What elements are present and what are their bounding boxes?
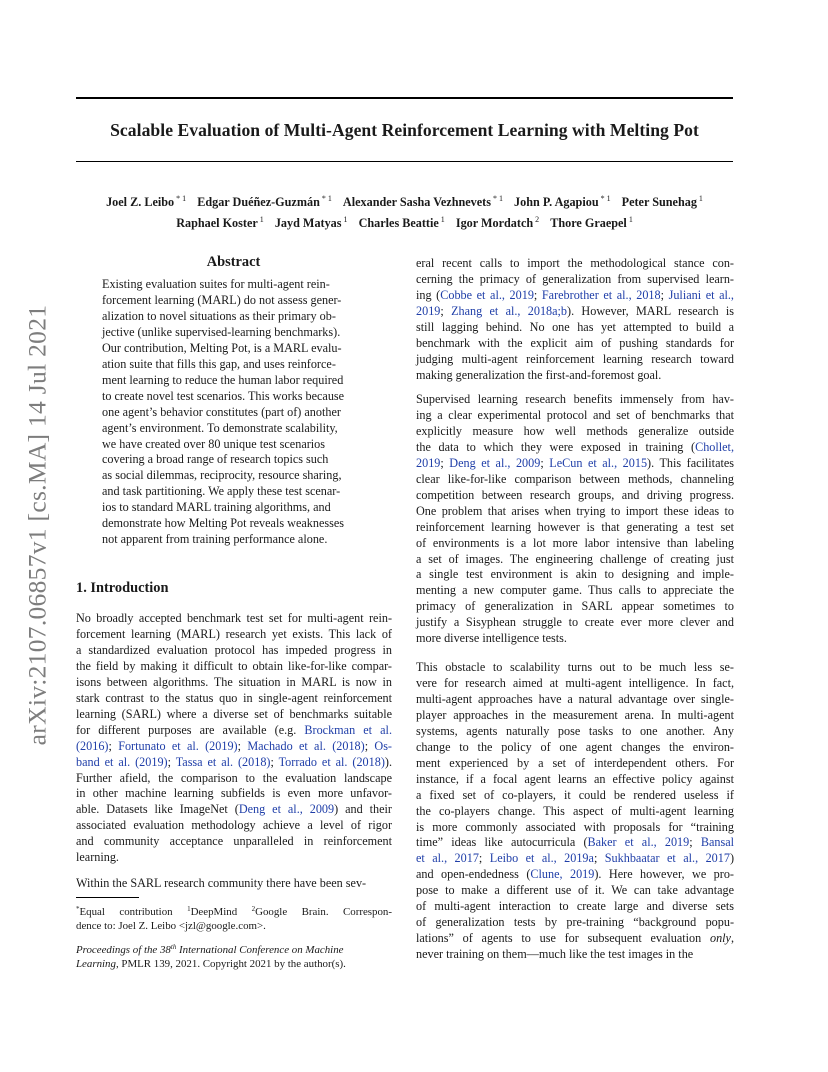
author-affiliation-mark: 2 xyxy=(535,215,540,224)
text-line: 2019; Deng et al., 2009; LeCun et al., 2015). This facilitates xyxy=(416,455,735,470)
text-line: player approaches in the measurement arena. In multi-agent xyxy=(416,707,734,722)
text-line: lations” of agents to use for subsequent evaluation only, xyxy=(416,931,734,946)
title-rule-bottom xyxy=(76,161,733,162)
text-line: to create novel test scenarios. This works because xyxy=(102,388,345,403)
text-line: and open-endedness (Clune, 2019). Here however, we pro- xyxy=(416,867,734,882)
text-line: time” ideas like autocurricula (Baker et al., 2019; Bansal xyxy=(416,835,734,850)
proceedings-note xyxy=(76,940,392,971)
author-name: Thore Graepel xyxy=(550,216,627,230)
text-line: we have created over 80 unique test scenarios xyxy=(102,436,326,451)
author-name: Joel Z. Leibo xyxy=(106,195,175,209)
text-line: alization to novel situations as their primary ob- xyxy=(102,308,336,323)
author xyxy=(176,216,264,230)
text-line: is more commonly associated with proposals for “training xyxy=(416,819,734,834)
paper-title: Scalable Evaluation of Multi-Agent Reinforcement Learning with Melting Pot xyxy=(110,120,699,140)
author-affiliation-mark: 1 xyxy=(698,194,703,203)
text-line: a fixed set of co-players, it could be rendered useless if xyxy=(416,787,734,802)
text-line: band et al. (2019); Tassa et al. (2018); Torrado et al. (2018)). xyxy=(76,754,393,769)
text-line: 2019; Zhang et al., 2018a;b). However, MARL research is xyxy=(416,303,735,318)
author-name: John P. Agapiou xyxy=(514,195,599,209)
author-list xyxy=(76,190,733,232)
text-line: clear like-for-like comparison between methods, channeling xyxy=(416,471,734,486)
author-name: Edgar Duéñez-Guzmán xyxy=(197,195,320,209)
text-line: demonstrate how Melting Pot reveals weaknesses xyxy=(102,516,345,531)
text-line: stark contrast to the status quo in single-agent reinforcement xyxy=(76,690,392,705)
author xyxy=(197,195,332,209)
text-line: never training on them—much like the test images in the xyxy=(416,947,694,962)
text-line: not apparent from training performance alone. xyxy=(102,532,328,547)
author-name: Alexander Sasha Vezhnevets xyxy=(342,195,491,209)
author xyxy=(514,195,611,209)
text-line: benchmark with the explicit aim of pushing standards for xyxy=(416,335,734,350)
text-line: change to the policy of one agent changes the environ- xyxy=(416,739,734,754)
footnote-rule xyxy=(76,897,139,898)
author-affiliation-mark: 1 xyxy=(440,215,445,224)
text-line: Learning, PMLR 139, 2021. Copyright 2021 by the author(s). xyxy=(76,958,346,971)
text-line: et al., 2017; Leibo et al., 2019a; Sukhbaatar et al., 2017) xyxy=(416,851,735,866)
text-line: jective (unlike supervised-learning benchmarks). xyxy=(102,324,341,339)
text-line: Within the SARL research community there have been sev- xyxy=(76,876,367,890)
text-line: forcement learning (MARL) do not assess gener- xyxy=(102,292,342,307)
abstract-body xyxy=(102,277,368,548)
abstract-heading: Abstract xyxy=(206,254,261,270)
author-affiliation-mark: * 1 xyxy=(492,194,503,203)
text-line: learning (SARL) where a diverse set of benchmarks suitable xyxy=(76,706,392,721)
text-line: and community acceptance unparalleled in reinforcement xyxy=(76,834,392,849)
text-line: for different purposes are available (e.g. Brockman et al. xyxy=(76,722,392,737)
text-line: Supervised learning research benefits immensely from hav- xyxy=(416,392,734,406)
text-line: ment learning to reduce the human labor required xyxy=(102,372,344,387)
text-line: Further afield, the comparison to the evaluation landscape xyxy=(76,770,392,785)
text-line: agent’s environment. To demonstrate scalability, xyxy=(102,420,338,435)
text-line: able. Datasets like ImageNet (Deng et al., 2009) and their xyxy=(76,802,392,817)
title-rule-top xyxy=(76,97,733,99)
text-line: pose to make a different use of it. We can take advantage xyxy=(416,883,734,898)
text-line: primacy of generalization in SARL appear sometimes to xyxy=(416,599,734,614)
text-line: the data to which they were exposed in training (Chollet, xyxy=(416,439,734,454)
text-line: learning. xyxy=(76,850,119,865)
text-line: of generalization tests by pre-training “background popu- xyxy=(416,915,734,930)
text-line: judging multi-agent reinforcement learning research toward xyxy=(416,351,734,366)
text-line: Existing evaluation suites for multi-agent rein- xyxy=(102,277,330,291)
author xyxy=(106,195,186,209)
text-line: menting a new computer game. Thus calls to appreciate the xyxy=(416,583,734,598)
text-line: (2016); Fortunato et al. (2019); Machado et al. (2018); Os- xyxy=(76,738,392,753)
text-line: a single test environment is akin to designing and imple- xyxy=(416,567,734,582)
text-line: covering a broad range of research topics such xyxy=(102,452,329,467)
text-line: ment experienced by a set of interdependent others. For xyxy=(416,755,734,770)
author xyxy=(359,216,445,230)
text-line: the field by making it difficult to obtain like-for-like compar- xyxy=(76,658,392,673)
author xyxy=(343,195,503,209)
footnote xyxy=(76,902,392,933)
text-line: dence to: Joel Z. Leibo <jzl@google.com>. xyxy=(76,920,266,933)
text-line: in other machine learning subfields is even more unfavor- xyxy=(76,786,392,801)
arxiv-sidebar xyxy=(14,290,60,760)
right-paragraph-1 xyxy=(416,256,734,384)
author-name: Jayd Matyas xyxy=(274,216,342,230)
author-affiliation-mark: * 1 xyxy=(600,194,611,203)
text-line: ios to standard MARL training algorithms, and xyxy=(102,500,331,515)
right-paragraph-3 xyxy=(416,660,734,963)
text-line: systems, agents naturally pose tasks to one another. Any xyxy=(416,723,734,738)
text-line: eral recent calls to import the methodological stance con- xyxy=(416,256,734,270)
text-line: vere for research aimed at multi-agent intelligence. In fact, xyxy=(416,675,734,690)
intro-paragraph-2 xyxy=(76,876,392,892)
text-line: explicitly measure how well methods generalize outside xyxy=(416,423,734,438)
text-line: One problem that arises when trying to import these ideas to xyxy=(416,503,734,518)
text-line: Proceedings of the 38th International Conference on Machine xyxy=(76,943,344,956)
text-line: Our contribution, Melting Pot, is a MARL evalu- xyxy=(102,340,342,355)
author-name: Charles Beattie xyxy=(358,216,439,230)
text-line: as social dilemmas, reciprocity, resource sharing, xyxy=(102,468,342,483)
text-line: forcement learning (MARL) research yet exists. This lack of xyxy=(76,626,392,641)
text-line: of environments is a lot more labor intensive than labeling xyxy=(416,535,734,550)
author-affiliation-mark: 1 xyxy=(259,215,264,224)
text-line: ing a clear experimental protocol and set of benchmarks that xyxy=(416,407,734,422)
author-affiliation-mark: * 1 xyxy=(176,194,187,203)
text-line: competition between research groups, and driving progress. xyxy=(416,487,734,502)
text-line: *Equal contribution $^1$DeepMind $^2$Google Brain. Correspon- xyxy=(76,905,392,918)
author-name: Igor Mordatch xyxy=(455,216,534,230)
author-affiliation-mark: * 1 xyxy=(321,194,332,203)
text-line: a standardized evaluation protocol has impeded progress in xyxy=(76,642,392,657)
text-line: still lagging behind. No one has yet attempted to build a xyxy=(416,319,734,334)
text-line: ing (Cobbe et al., 2019; Farebrother et al., 2018; Juliani et al., xyxy=(416,287,734,302)
text-line: cerning the primacy of generalization from supervised learn- xyxy=(416,271,734,286)
section-heading-introduction: 1. Introduction xyxy=(76,580,169,596)
text-line: This obstacle to scalability turns out to be much less se- xyxy=(416,660,734,674)
text-line: a set of images. The engineering challenge of creating just xyxy=(416,551,734,566)
author-name: Raphael Koster xyxy=(176,216,258,230)
author-name: Peter Sunehag xyxy=(621,195,697,209)
intro-paragraph-1 xyxy=(76,611,392,866)
author xyxy=(456,216,539,230)
text-line: isons between algorithms. The situation in MARL is now in xyxy=(76,674,392,689)
author-affiliation-mark: 1 xyxy=(343,215,348,224)
text-line: multi-agent approaches have a natural advantage over single- xyxy=(416,691,734,706)
right-paragraph-2 xyxy=(416,392,734,647)
text-line: the co-players change. This aspect of multi-agent learning xyxy=(416,803,734,818)
arxiv-id: arXiv:2107.06857v1 [cs.MA] 14 Jul 2021 xyxy=(22,304,51,746)
text-line: No broadly accepted benchmark test set for multi-agent rein- xyxy=(76,611,392,625)
text-line: reinforcement learning however is that generating a test set xyxy=(416,519,734,534)
text-line: making generalization the first-and-foremost goal. xyxy=(416,367,662,382)
text-line: and task partitioning. We apply these test scenar- xyxy=(102,484,341,499)
text-line: instance, if a focal agent learns an effective policy against xyxy=(416,771,734,786)
author xyxy=(275,216,348,230)
author-affiliation-mark: 1 xyxy=(628,215,633,224)
text-line: one agent’s behavior constitutes (part of) another xyxy=(102,404,341,419)
author xyxy=(550,216,633,230)
text-line: justify a Sisyphean struggle to create ever more clever and xyxy=(416,615,734,630)
text-line: ation suite that fills this gap, and uses reinforce- xyxy=(102,356,336,371)
author xyxy=(622,195,703,209)
text-line: more diverse intelligence tests. xyxy=(416,631,567,646)
text-line: associated evaluation methodology achieve a level of rigor xyxy=(76,818,392,833)
text-line: of multi-agent interaction to create large and diverse sets xyxy=(416,899,734,914)
